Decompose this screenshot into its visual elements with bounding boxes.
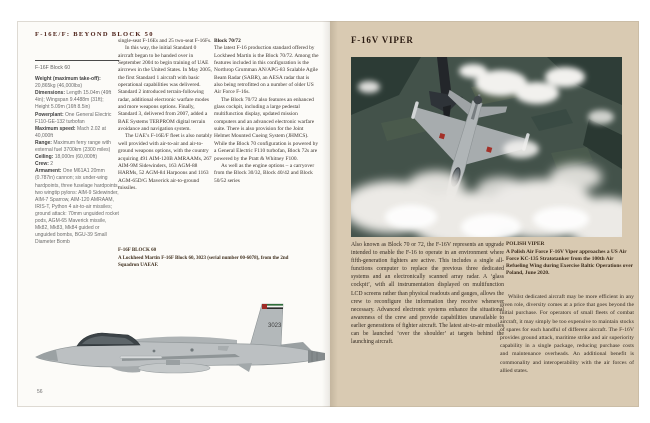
book-spread bbox=[17, 21, 639, 407]
paragraph: The latest F-16 production standard offered by Lockheed Martin is the Block 70/72. Among the features included in this configuration is the Northrop Grumman AN/APG-83 Scalable Agile Beam Radar (SABR), an AESA radar that is also being retrofitted on a number of older US Air Force F-16s. bbox=[214, 45, 319, 96]
spec-item-weight: Weight (maximum take-off): 20,865kg (46,000lbs) bbox=[35, 76, 101, 90]
photo-caption bbox=[506, 241, 633, 277]
right-page bbox=[330, 21, 639, 407]
spec-item-crew: Crew: 2 bbox=[35, 161, 54, 168]
spec-item-powerplant: Powerplant: One General Electric F110-GE-132 turbofan bbox=[35, 111, 112, 125]
page-number: 56 bbox=[37, 389, 43, 395]
f16-side-profile-illustration bbox=[22, 294, 328, 398]
paragraph: The Block 70/72 also features an enhanced glass cockpit, including a large pedestal multifunction display, updated mission computers and an advanced electronic warfare suite. There is also provision for the Joint Helmet Mounted Cueing System (JHMCS). While the Block 70 configuration is powered by a General Electric F110 turbofan, Block 72s are powered by the Pratt & Whitney F100. bbox=[214, 96, 319, 162]
paragraph: Whilst dedicated aircraft may be more efficient in any given role, diversity comes at a price that goes beyond the initial purchase. For operators of small fleets of combat aircraft, it may simply be too expensive to maintain stocks of spares for each handful of different aircraft. The F-16V provides ground attack, maritime strike and air superiority capability in a single package, reducing purchase costs and maintenance overheads. An additional benefit is commonality and interoperability with the air forces of allied states. bbox=[500, 294, 634, 374]
left-text-column-1 bbox=[118, 38, 213, 192]
left-text-column-2 bbox=[214, 38, 319, 185]
spec-panel-title: F-16F Block 60 bbox=[35, 65, 71, 71]
running-header: F-16E/F: BEYOND BLOCK 50 bbox=[35, 31, 154, 38]
spec-item-ceiling: Ceiling: 18,000m (60,000ft) bbox=[35, 154, 97, 161]
paragraph: In this way, the initial Standard 0 aircraft began to be handed over in September 2004 to begin training of UAE aircrews in the United States. In May 2005, the first Standard 1 aircraft with basic operational capabilities was delivered. Standard 2 introduced terrain-following radar, additional electronic warfare modes and more weapons options. Finally, Standard 3, delivered from 2007, added a BAE Systems TERPROM digital terrain avoidance and navigation system. bbox=[118, 45, 212, 133]
right-text-column-2 bbox=[500, 293, 634, 375]
tail-number: 3023 bbox=[268, 323, 282, 329]
page-title: F-16V VIPER bbox=[351, 35, 414, 45]
photo-caption-text: A Polish Air Force F-16V Viper approaches a US Air Force KC-135 Stratotanker from the 100th Air Refueling Wing during Exercise Baltic Operations over Poland, June 2020. bbox=[506, 249, 633, 277]
illustration-caption-text: A Lockheed Martin F-16F Block 60, 3023 (serial number 00-6078), from the 2nd Squadron UAEAF. bbox=[118, 255, 289, 268]
paragraph: As well as the engine options – a carryover from the Block 30/32, Block 40/42 and Block 50/52 series bbox=[214, 162, 315, 184]
section-subhead: Block 70/72 bbox=[214, 38, 241, 44]
right-text-column-1 bbox=[351, 241, 504, 346]
spec-item-range: Range: Maximum ferry range with external fuel 3700km (2300 miles) bbox=[35, 139, 111, 154]
paragraph: single-seat F-16Es and 25 two-seat F-16Fs. bbox=[118, 38, 212, 44]
photo-caption-title: POLISH VIPER bbox=[506, 241, 545, 247]
spec-panel bbox=[35, 60, 119, 246]
left-page bbox=[17, 21, 330, 407]
spec-item-max-speed: Maximum speed: Mach 2.02 at 40,000ft bbox=[35, 125, 106, 139]
photo-svg bbox=[351, 57, 622, 237]
f16-illustration-svg bbox=[22, 294, 328, 398]
illustration-caption bbox=[118, 248, 290, 269]
spec-item-dimensions: Dimensions: Length 15.04m (49ft 4in); Wingspan 9.4488m (31ft); Height 5.09m (16ft 8.5in) bbox=[35, 90, 112, 111]
paragraph: The UAE’s F-16E/F fleet is also notably well provided with air-to-air and air-to-ground weapons options, with the country acquiring 491 AIM-120B AMRAAMs, 267 AIM-9M Sidewinders, 163 AGM-88 HARMs, 52 AGM-84 Harpoons and 1163 AGM-65D/G Maverick air-to-ground missiles. bbox=[118, 133, 213, 191]
spec-item-armament: Armament: One M61A1 20mm (0.787in) cannon; six under-wing hardpoints, three fuselage hardpoints, two wingtip pylons: AIM-9 Sidewinder, AIM-7 Sparrow, AIM-120 AMRAAM, IRIS-T, Python 4 air-to-air missiles; ground attack: 70mm unguided rocket pods, AGM-65 Maverick missile, Mk82, Mk83, Mk84 guided or unguided bombs, BGU-39 Small Diameter Bomb bbox=[35, 168, 119, 246]
paragraph: Also known as Block 70 or 72, the F-16V represents an upgrade intended to enable the F-16 to operate in an environment where fifth-generation fighters are active. This includes a single all-functions computer to replace the previous three dedicated systems and an electronically scanned array radar. A ‘glass cockpit’, with all instrumentation displayed on multifunction LCD screens rather than physical readouts and gauges, allows the crew to reconfigure the information they receive whenever necessary. Advanced electronic systems enhance the situational awareness of the crew and provide capabilities unavailable to earlier generations of fighter aircraft. The latest air-to-air missiles can be launched ‘over the shoulder’ at targets behind the launching aircraft. bbox=[351, 242, 504, 346]
polish-viper-photo bbox=[351, 57, 622, 237]
illustration-caption-title: F-16F BLOCK 60 bbox=[118, 248, 157, 253]
